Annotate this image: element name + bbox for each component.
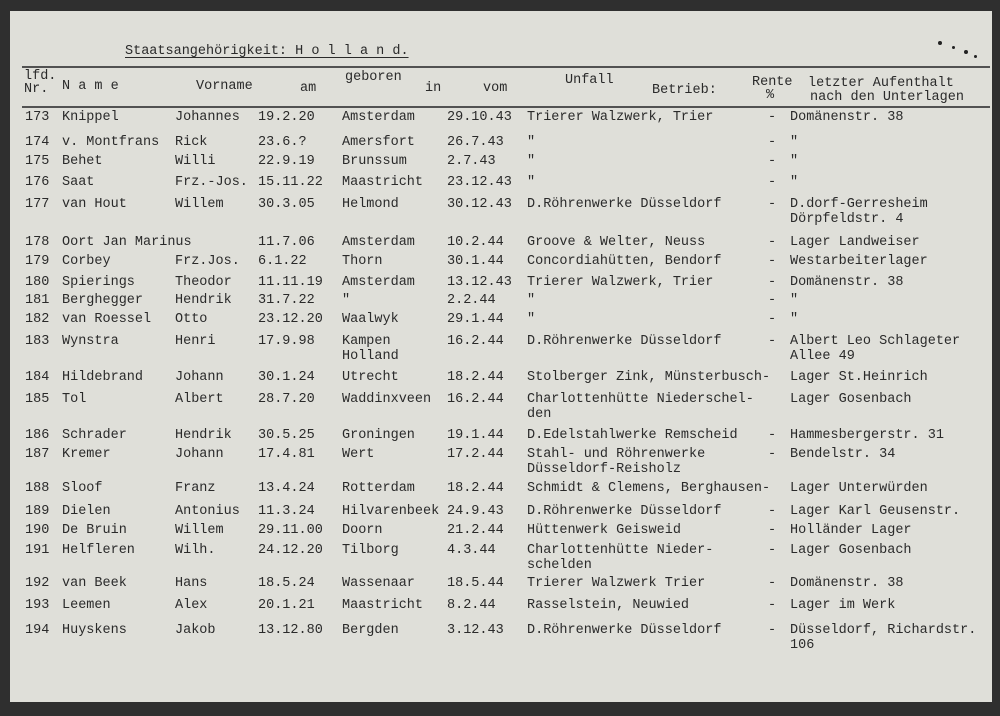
- cell-vorname: Albert: [175, 392, 224, 407]
- cell-betrieb: Schmidt & Clemens, Berghausen-: [527, 481, 771, 496]
- table-row: [0, 598, 1000, 613]
- cell-vom: 30.1.44: [447, 254, 504, 269]
- cell-name: Knippel: [62, 110, 119, 125]
- cell-aufenthalt: ": [790, 312, 799, 327]
- cell-name: Dielen: [62, 504, 111, 519]
- cell-aufenthalt: ": [790, 154, 799, 169]
- cell-aufenthalt: Westarbeiterlager: [790, 254, 928, 269]
- cell-aufenthalt: ": [790, 293, 799, 308]
- table-row: [0, 135, 1000, 150]
- header-name: N a m e: [62, 79, 119, 94]
- cell-rente: -: [768, 275, 777, 290]
- cell-name: Huyskens: [62, 623, 127, 638]
- cell-am: 18.5.24: [258, 576, 315, 591]
- cell-nr: 189: [25, 504, 50, 519]
- cell-nr: 190: [25, 523, 50, 538]
- cell-vom: 21.2.44: [447, 523, 504, 538]
- header-am: am: [300, 81, 317, 96]
- cell-aufenthalt: Lager St.Heinrich: [790, 370, 928, 385]
- table-row: [0, 504, 1000, 519]
- table-row: [0, 623, 1000, 653]
- cell-am: 28.7.20: [258, 392, 315, 407]
- cell-rente: -: [768, 312, 777, 327]
- cell-betrieb: Hüttenwerk Geisweid: [527, 523, 681, 538]
- cell-betrieb: Charlottenhütte Niederschel- den: [527, 392, 754, 422]
- cell-vom: 16.2.44: [447, 392, 504, 407]
- cell-rente: -: [768, 623, 777, 638]
- cell-am: 17.4.81: [258, 447, 315, 462]
- cell-nr: 183: [25, 334, 50, 349]
- cell-betrieb: ": [527, 312, 536, 327]
- cell-betrieb: Rasselstein, Neuwied: [527, 598, 690, 613]
- cell-name: Kremer: [62, 447, 111, 462]
- table-row: [0, 293, 1000, 308]
- cell-name: Corbey: [62, 254, 111, 269]
- cell-aufenthalt: Domänenstr. 38: [790, 275, 904, 290]
- cell-vom: 30.12.43: [447, 197, 512, 212]
- cell-am: 11.11.19: [258, 275, 323, 290]
- cell-am: 22.9.19: [258, 154, 315, 169]
- cell-vorname: Frz.Jos.: [175, 254, 240, 269]
- cell-name: Leemen: [62, 598, 111, 613]
- cell-betrieb: Charlottenhütte Nieder- schelden: [527, 543, 714, 573]
- cell-ort: Tilborg: [342, 543, 399, 558]
- cell-nr: 173: [25, 110, 50, 125]
- cell-rente: -: [768, 576, 777, 591]
- cell-am: 30.1.24: [258, 370, 315, 385]
- cell-vorname: Johann: [175, 447, 224, 462]
- cell-rente: -: [768, 504, 777, 519]
- table-row: [0, 523, 1000, 538]
- cell-nr: 188: [25, 481, 50, 496]
- cell-ort: Brunssum: [342, 154, 407, 169]
- cell-vorname: Willem: [175, 523, 224, 538]
- cell-nr: 192: [25, 576, 50, 591]
- cell-vom: 23.12.43: [447, 175, 512, 190]
- cell-aufenthalt: Domänenstr. 38: [790, 576, 904, 591]
- table-row: [0, 370, 1000, 385]
- cell-ort: Bergden: [342, 623, 399, 638]
- table-row: [0, 275, 1000, 290]
- cell-betrieb: Stolberger Zink, Münsterbusch-: [527, 370, 771, 385]
- cell-rente: -: [768, 254, 777, 269]
- cell-rente: -: [768, 447, 777, 462]
- cell-nr: 186: [25, 428, 50, 443]
- cell-vorname: Henri: [175, 334, 216, 349]
- cell-betrieb: Concordiahütten, Bendorf: [527, 254, 722, 269]
- cell-aufenthalt: Lager Gosenbach: [790, 392, 912, 407]
- cell-ort: Amsterdam: [342, 235, 415, 250]
- cell-nr: 185: [25, 392, 50, 407]
- header-lfd: lfd.: [24, 69, 57, 84]
- cell-am: 19.2.20: [258, 110, 315, 125]
- table-row: [0, 392, 1000, 422]
- cell-vom: 10.2.44: [447, 235, 504, 250]
- cell-am: 23.12.20: [258, 312, 323, 327]
- cell-aufenthalt: ": [790, 175, 799, 190]
- cell-am: 31.7.22: [258, 293, 315, 308]
- cell-ort: Amsterdam: [342, 110, 415, 125]
- ink-speck: [938, 41, 942, 45]
- cell-betrieb: D.Röhrenwerke Düsseldorf: [527, 197, 722, 212]
- cell-aufenthalt: Lager Gosenbach: [790, 543, 912, 558]
- ink-speck: [974, 55, 977, 58]
- cell-am: 29.11.00: [258, 523, 323, 538]
- cell-nr: 177: [25, 197, 50, 212]
- cell-rente: -: [768, 293, 777, 308]
- cell-nr: 187: [25, 447, 50, 462]
- cell-nr: 178: [25, 235, 50, 250]
- cell-ort: Wassenaar: [342, 576, 415, 591]
- cell-vom: 2.2.44: [447, 293, 496, 308]
- cell-vorname: Hans: [175, 576, 208, 591]
- cell-am: 24.12.20: [258, 543, 323, 558]
- header-vorname: Vorname: [196, 79, 253, 94]
- cell-betrieb: D.Röhrenwerke Düsseldorf: [527, 334, 722, 349]
- cell-name: Hildebrand: [62, 370, 144, 385]
- table-row: [0, 543, 1000, 573]
- cell-aufenthalt: Lager im Werk: [790, 598, 896, 613]
- cell-am: 11.7.06: [258, 235, 315, 250]
- cell-betrieb: D.Edelstahlwerke Remscheid: [527, 428, 738, 443]
- cell-vom: 24.9.43: [447, 504, 504, 519]
- cell-aufenthalt: Düsseldorf, Richardstr. 106: [790, 623, 977, 653]
- cell-betrieb: ": [527, 293, 536, 308]
- cell-vom: 19.1.44: [447, 428, 504, 443]
- header-rente: Rente: [752, 75, 793, 90]
- cell-vorname: Wilh.: [175, 543, 216, 558]
- cell-vorname: Jakob: [175, 623, 216, 638]
- header-nr: Nr.: [24, 82, 49, 97]
- cell-vorname: Frz.-Jos.: [175, 175, 248, 190]
- cell-vorname: Willi: [175, 154, 216, 169]
- header-betrieb: Betrieb:: [652, 83, 717, 98]
- cell-name: v. Montfrans: [62, 135, 160, 150]
- cell-ort: Waddinxveen: [342, 392, 432, 407]
- header-unfall: Unfall: [565, 73, 614, 88]
- cell-vom: 26.7.43: [447, 135, 504, 150]
- cell-nr: 180: [25, 275, 50, 290]
- cell-am: 11.3.24: [258, 504, 315, 519]
- cell-name: Helfleren: [62, 543, 135, 558]
- table-row: [0, 154, 1000, 169]
- cell-name: Saat: [62, 175, 95, 190]
- cell-am: 15.11.22: [258, 175, 323, 190]
- cell-am: 30.5.25: [258, 428, 315, 443]
- cell-aufenthalt: Hammesbergerstr. 31: [790, 428, 944, 443]
- cell-am: 6.1.22: [258, 254, 307, 269]
- cell-name: Berghegger: [62, 293, 144, 308]
- header-vom: vom: [483, 81, 508, 96]
- header-in: in: [425, 81, 442, 96]
- table-row: [0, 447, 1000, 477]
- cell-ort: Hilvarenbeek: [342, 504, 440, 519]
- table-row: [0, 254, 1000, 269]
- cell-nr: 181: [25, 293, 50, 308]
- table-row: [0, 175, 1000, 190]
- cell-vorname: Theodor: [175, 275, 232, 290]
- cell-name: Oort Jan Marinus: [62, 235, 192, 250]
- cell-name: Behet: [62, 154, 103, 169]
- cell-nr: 174: [25, 135, 50, 150]
- cell-vom: 18.5.44: [447, 576, 504, 591]
- cell-am: 23.6.?: [258, 135, 307, 150]
- cell-betrieb: ": [527, 154, 536, 169]
- cell-ort: Kampen Holland: [342, 334, 399, 364]
- cell-vorname: Franz: [175, 481, 216, 496]
- cell-rente: -: [768, 154, 777, 169]
- cell-rente: -: [768, 523, 777, 538]
- cell-ort: Groningen: [342, 428, 415, 443]
- cell-betrieb: Trierer Walzwerk, Trier: [527, 275, 714, 290]
- cell-betrieb: Trierer Walzwerk Trier: [527, 576, 706, 591]
- cell-vorname: Rick: [175, 135, 208, 150]
- cell-vom: 13.12.43: [447, 275, 512, 290]
- cell-name: Sloof: [62, 481, 103, 496]
- cell-name: Spierings: [62, 275, 135, 290]
- table-row: [0, 481, 1000, 496]
- cell-rente: -: [768, 175, 777, 190]
- header-aufenthalt: letzter Aufenthalt: [808, 76, 954, 91]
- cell-vom: 29.1.44: [447, 312, 504, 327]
- cell-vorname: Hendrik: [175, 428, 232, 443]
- cell-aufenthalt: Lager Unterwürden: [790, 481, 928, 496]
- cell-rente: -: [768, 235, 777, 250]
- cell-ort: Wert: [342, 447, 375, 462]
- cell-betrieb: Trierer Walzwerk, Trier: [527, 110, 714, 125]
- cell-name: Wynstra: [62, 334, 119, 349]
- cell-nr: 182: [25, 312, 50, 327]
- cell-vorname: Johannes: [175, 110, 240, 125]
- cell-name: van Beek: [62, 576, 127, 591]
- cell-betrieb: D.Röhrenwerke Düsseldorf: [527, 623, 722, 638]
- cell-aufenthalt: Holländer Lager: [790, 523, 912, 538]
- cell-vom: 4.3.44: [447, 543, 496, 558]
- table-row: [0, 197, 1000, 227]
- cell-vom: 17.2.44: [447, 447, 504, 462]
- cell-ort: Amersfort: [342, 135, 415, 150]
- cell-aufenthalt: D.dorf-Gerresheim Dörpfeldstr. 4: [790, 197, 928, 227]
- cell-am: 13.12.80: [258, 623, 323, 638]
- cell-betrieb: Groove & Welter, Neuss: [527, 235, 706, 250]
- cell-am: 30.3.05: [258, 197, 315, 212]
- cell-name: van Hout: [62, 197, 127, 212]
- document-title: Staatsangehörigkeit: H o l l a n d.: [125, 44, 409, 59]
- cell-am: 13.4.24: [258, 481, 315, 496]
- cell-aufenthalt: Domänenstr. 38: [790, 110, 904, 125]
- cell-rente: -: [768, 428, 777, 443]
- cell-vom: 16.2.44: [447, 334, 504, 349]
- cell-vorname: Willem: [175, 197, 224, 212]
- table-row: [0, 235, 1000, 250]
- cell-ort: Doorn: [342, 523, 383, 538]
- cell-ort: Maastricht: [342, 598, 424, 613]
- ink-speck: [952, 46, 955, 49]
- cell-name: De Bruin: [62, 523, 127, 538]
- cell-rente: -: [768, 135, 777, 150]
- table-row: [0, 428, 1000, 443]
- cell-nr: 193: [25, 598, 50, 613]
- cell-aufenthalt: Albert Leo Schlageter Allee 49: [790, 334, 961, 364]
- cell-betrieb: Stahl- und Röhrenwerke Düsseldorf-Reisholz: [527, 447, 706, 477]
- cell-ort: Amsterdam: [342, 275, 415, 290]
- cell-betrieb: ": [527, 135, 536, 150]
- cell-name: Schrader: [62, 428, 127, 443]
- cell-am: 17.9.98: [258, 334, 315, 349]
- cell-nr: 175: [25, 154, 50, 169]
- cell-vorname: Otto: [175, 312, 208, 327]
- header-rente-percent: %: [766, 88, 775, 103]
- cell-vom: 18.2.44: [447, 481, 504, 496]
- cell-vom: 3.12.43: [447, 623, 504, 638]
- cell-betrieb: ": [527, 175, 536, 190]
- cell-vorname: Alex: [175, 598, 208, 613]
- header-top-rule: [22, 66, 990, 68]
- cell-vom: 18.2.44: [447, 370, 504, 385]
- cell-ort: ": [342, 293, 351, 308]
- cell-betrieb: D.Röhrenwerke Düsseldorf: [527, 504, 722, 519]
- cell-ort: Maastricht: [342, 175, 424, 190]
- ink-speck: [964, 50, 968, 54]
- cell-am: 20.1.21: [258, 598, 315, 613]
- cell-name: Tol: [62, 392, 87, 407]
- cell-nr: 179: [25, 254, 50, 269]
- cell-rente: -: [768, 110, 777, 125]
- cell-aufenthalt: Bendelstr. 34: [790, 447, 896, 462]
- cell-nr: 176: [25, 175, 50, 190]
- cell-rente: -: [768, 598, 777, 613]
- cell-rente: -: [768, 543, 777, 558]
- cell-vorname: Johann: [175, 370, 224, 385]
- cell-vom: 2.7.43: [447, 154, 496, 169]
- table-row: [0, 110, 1000, 125]
- header-aufenthalt-sub: nach den Unterlagen: [810, 90, 964, 105]
- cell-rente: -: [768, 197, 777, 212]
- cell-nr: 184: [25, 370, 50, 385]
- cell-ort: Helmond: [342, 197, 399, 212]
- cell-vom: 29.10.43: [447, 110, 512, 125]
- table-row: [0, 312, 1000, 327]
- cell-aufenthalt: ": [790, 135, 799, 150]
- header-bottom-rule: [22, 106, 990, 108]
- cell-vorname: Antonius: [175, 504, 240, 519]
- cell-aufenthalt: Lager Karl Geusenstr.: [790, 504, 961, 519]
- header-geboren: geboren: [345, 70, 402, 85]
- cell-rente: -: [768, 334, 777, 349]
- cell-nr: 191: [25, 543, 50, 558]
- cell-ort: Thorn: [342, 254, 383, 269]
- cell-vom: 8.2.44: [447, 598, 496, 613]
- cell-ort: Rotterdam: [342, 481, 415, 496]
- cell-vorname: Hendrik: [175, 293, 232, 308]
- cell-ort: Utrecht: [342, 370, 399, 385]
- cell-aufenthalt: Lager Landweiser: [790, 235, 920, 250]
- cell-ort: Waalwyk: [342, 312, 399, 327]
- cell-name: van Roessel: [62, 312, 152, 327]
- table-row: [0, 576, 1000, 591]
- table-row: [0, 334, 1000, 364]
- cell-nr: 194: [25, 623, 50, 638]
